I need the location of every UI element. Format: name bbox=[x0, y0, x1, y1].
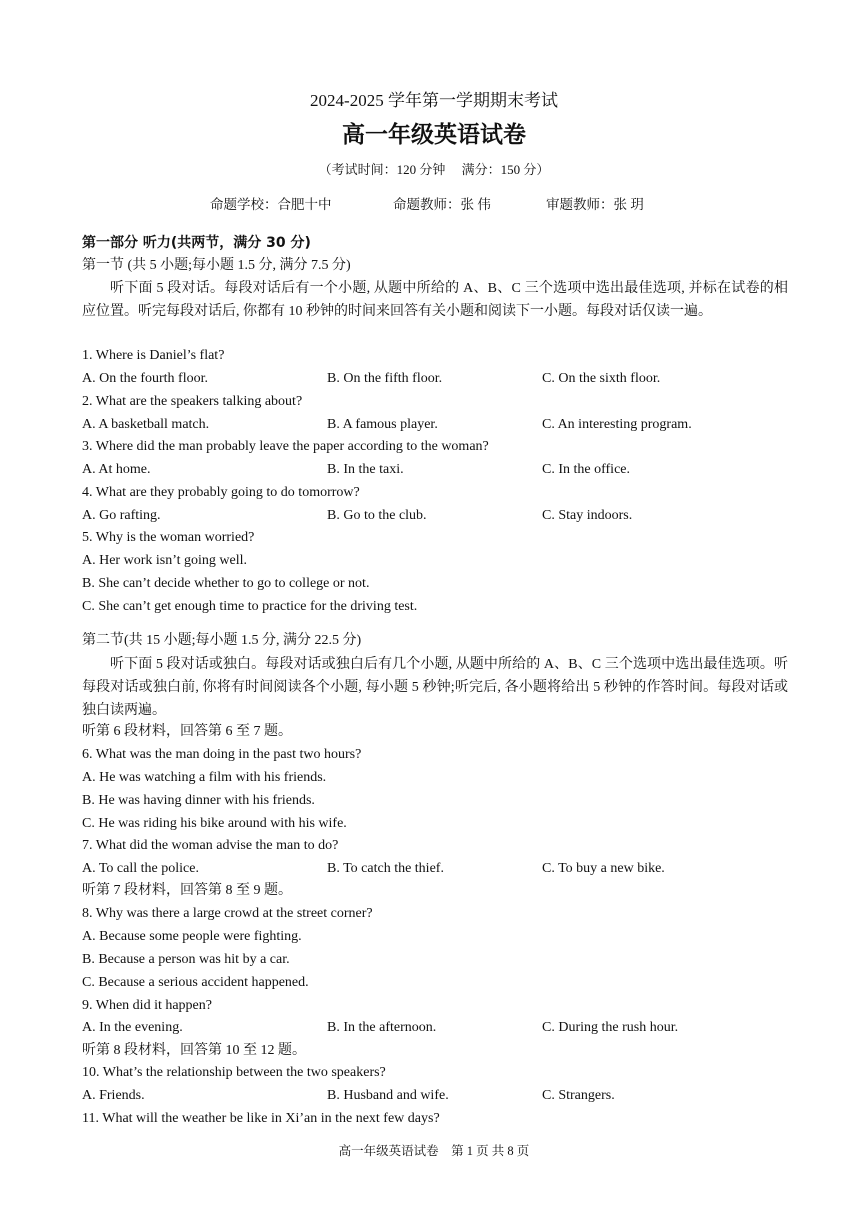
part1-title: 第一部分 听力(共两节，满分 30 分) bbox=[82, 235, 311, 251]
q6-option-b: B. He was having dinner with his friends. bbox=[82, 793, 315, 808]
q7-option-a: A. To call the police. bbox=[82, 861, 199, 876]
q3-stem: 3. Where did the man probably leave the paper according to the woman? bbox=[82, 439, 489, 454]
reviewer-teacher: 审题教师：张 玥 bbox=[546, 197, 644, 212]
q1-stem: 1. Where is Daniel’s flat? bbox=[82, 348, 225, 363]
page-footer: 高一年级英语试卷 第 1 页 共 8 页 bbox=[338, 1144, 530, 1158]
q2-stem: 2. What are the speakers talking about? bbox=[82, 394, 303, 409]
q3-option-c: C. In the office. bbox=[542, 462, 630, 477]
q10-option-a: A. Friends. bbox=[82, 1088, 145, 1103]
q3-option-a: A. At home. bbox=[82, 462, 151, 477]
q8-stem: 8. Why was there a large crowd at the street corner? bbox=[82, 906, 373, 921]
q10-stem: 10. What’s the relationship between the two speakers? bbox=[82, 1065, 386, 1080]
exam-time-score: （考试时间：120 分钟 满分：150 分） bbox=[318, 162, 550, 177]
q6-option-a: A. He was watching a film with his friends. bbox=[82, 770, 327, 785]
q9-option-b: B. In the afternoon. bbox=[327, 1020, 437, 1035]
q5-stem: 5. Why is the woman worried? bbox=[82, 530, 255, 545]
q7-option-c: C. To buy a new bike. bbox=[542, 861, 665, 876]
q9-option-c: C. During the rush hour. bbox=[542, 1020, 679, 1035]
q5-option-b: B. She can’t decide whether to go to college or not. bbox=[82, 576, 370, 591]
q9-stem: 9. When did it happen? bbox=[82, 998, 212, 1013]
q1-option-c: C. On the sixth floor. bbox=[542, 371, 661, 386]
setter-school: 命题学校：合肥十中 bbox=[210, 197, 332, 212]
exam-title: 高一年级英语试卷 bbox=[342, 122, 526, 148]
q11-stem: 11. What will the weather be like in Xi’an in the next few days? bbox=[82, 1111, 440, 1126]
section1-instructions: 听下面 5 段对话。每段对话后有一个小题, 从题中所给的 A、B、C 三个选项中选出最佳选项, 并标在试卷的相应位置。听完每段对话后, 你都有 10 秒钟的时间来回答有关小题和阅读下一小题。每段对话仅读一遍。 bbox=[82, 281, 788, 319]
q7-option-b: B. To catch the thief. bbox=[327, 861, 444, 876]
q1-option-b: B. On the fifth floor. bbox=[327, 371, 443, 386]
q6-option-c: C. He was riding his bike around with his wife. bbox=[82, 816, 347, 831]
material-8-note: 听第 8 段材料，回答第 10 至 12 题。 bbox=[82, 1043, 306, 1058]
q2-option-b: B. A famous player. bbox=[327, 417, 438, 432]
q10-option-b: B. Husband and wife. bbox=[327, 1088, 449, 1103]
q3-option-b: B. In the taxi. bbox=[327, 462, 404, 477]
q4-option-b: B. Go to the club. bbox=[327, 508, 427, 523]
q5-option-c: C. She can’t get enough time to practice for the driving test. bbox=[82, 599, 418, 614]
q7-stem: 7. What did the woman advise the man to do? bbox=[82, 838, 339, 853]
material-6-note: 听第 6 段材料，回答第 6 至 7 题。 bbox=[82, 724, 292, 739]
q1-option-a: A. On the fourth floor. bbox=[82, 371, 208, 386]
section2-instructions: 听下面 5 段对话或独白。每段对话或独白后有几个小题, 从题中所给的 A、B、C 三个选项中选出最佳选项。听每段对话或独白前, 你将有时间阅读各个小题, 每小题 5 秒钟;听完后, 各小题将给出 5 秒钟的作答时间。每段对话或独白读两遍。 bbox=[82, 657, 788, 718]
q8-option-c: C. Because a serious accident happened. bbox=[82, 975, 309, 990]
setter-teacher: 命题教师：张 伟 bbox=[393, 197, 491, 212]
material-7-note: 听第 7 段材料，回答第 8 至 9 题。 bbox=[82, 883, 292, 898]
q5-option-a: A. Her work isn’t going well. bbox=[82, 553, 247, 568]
q8-option-b: B. Because a person was hit by a car. bbox=[82, 952, 290, 967]
section2-title: 第二节(共 15 小题;每小题 1.5 分, 满分 22.5 分) bbox=[82, 633, 362, 648]
q4-option-c: C. Stay indoors. bbox=[542, 508, 633, 523]
q4-stem: 4. What are they probably going to do tomorrow? bbox=[82, 485, 360, 500]
q2-option-c: C. An interesting program. bbox=[542, 417, 692, 432]
section1-title: 第一节 (共 5 小题;每小题 1.5 分, 满分 7.5 分) bbox=[82, 258, 351, 273]
q9-option-a: A. In the evening. bbox=[82, 1020, 183, 1035]
q4-option-a: A. Go rafting. bbox=[82, 508, 161, 523]
exam-year-heading: 2024-2025 学年第一学期期末考试 bbox=[310, 91, 558, 110]
q6-stem: 6. What was the man doing in the past two hours? bbox=[82, 747, 362, 762]
q2-option-a: A. A basketball match. bbox=[82, 417, 210, 432]
q10-option-c: C. Strangers. bbox=[542, 1088, 615, 1103]
q8-option-a: A. Because some people were fighting. bbox=[82, 929, 302, 944]
